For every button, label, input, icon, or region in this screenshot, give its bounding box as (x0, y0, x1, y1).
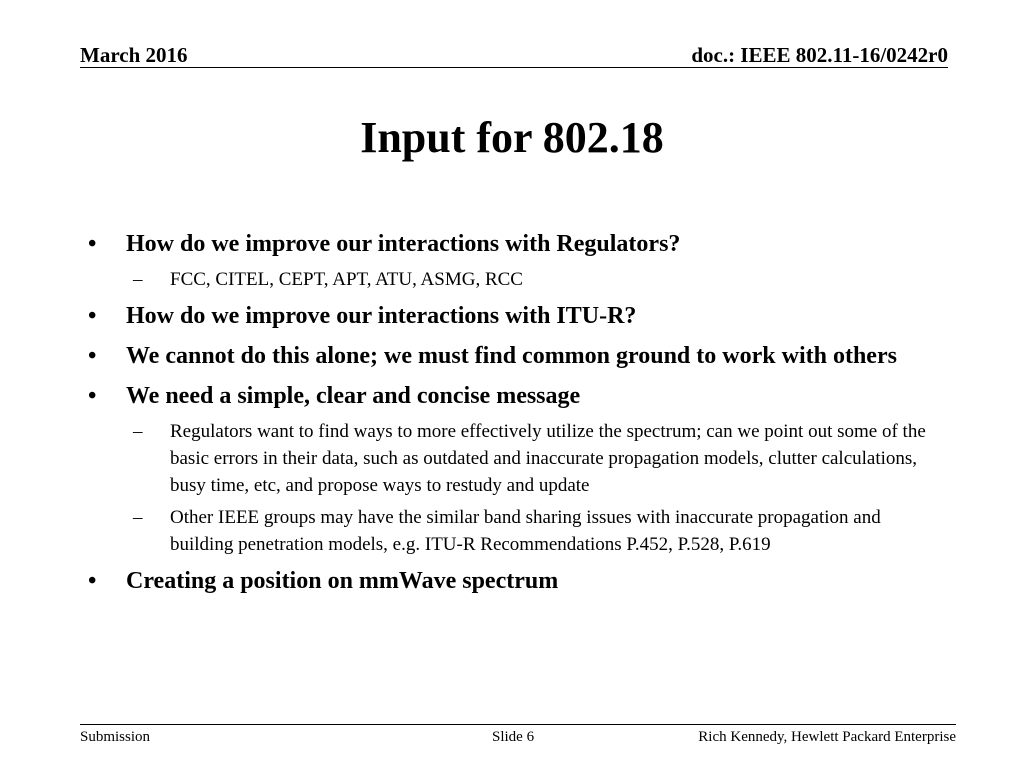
bullet-item (86, 340, 946, 373)
bullet-item (86, 228, 946, 261)
sub-bullet-item (86, 266, 946, 293)
slide-title: Input for 802.18 (360, 113, 664, 162)
sub-bullet-marker: – (133, 507, 143, 528)
slide-body (86, 228, 946, 598)
header-date: March 2016 (80, 43, 188, 67)
bullet-marker: • (88, 568, 97, 594)
sub-bullet-item (86, 504, 946, 558)
sub-bullet-text: Other IEEE groups may have the similar band sharing issues with inaccurate propagation and building penetration models, e.g. ITU-R Recommendations P.452, P.528, P.619 (170, 507, 881, 555)
sub-bullet-marker: – (133, 421, 143, 442)
sub-bullet-text: Regulators want to find ways to more effectively utilize the spectrum; can we point out some of the basic errors in their data, such as outdated and inaccurate propagation models, clutter calculations, busy time, etc, and propose ways to restudy and update (170, 421, 926, 496)
bullet-text: How do we improve our interactions with ITU-R? (126, 303, 637, 329)
footer-submission: Submission (80, 729, 151, 745)
bullet-item (86, 300, 946, 333)
sub-bullet-item (86, 418, 946, 499)
bullet-item (86, 380, 946, 413)
footer-rule (80, 724, 956, 725)
footer-slide-number: Slide 6 (492, 729, 535, 745)
bullet-text: We cannot do this alone; we must find common ground to work with others (126, 343, 897, 369)
header-doc-id: doc.: IEEE 802.11-16/0242r0 (691, 43, 948, 67)
bullet-text: We need a simple, clear and concise message (126, 383, 581, 409)
bullet-marker: • (88, 231, 97, 257)
bullet-text: How do we improve our interactions with Regulators? (126, 231, 681, 257)
bullet-marker: • (88, 343, 97, 369)
bullet-marker: • (88, 303, 97, 329)
header-rule (80, 67, 948, 68)
sub-bullet-marker: – (133, 269, 143, 290)
bullet-item (86, 565, 946, 598)
sub-bullet-text: FCC, CITEL, CEPT, APT, ATU, ASMG, RCC (170, 269, 523, 290)
footer-author: Rich Kennedy, Hewlett Packard Enterprise (698, 729, 956, 745)
bullet-text: Creating a position on mmWave spectrum (126, 568, 559, 594)
bullet-marker: • (88, 383, 97, 409)
